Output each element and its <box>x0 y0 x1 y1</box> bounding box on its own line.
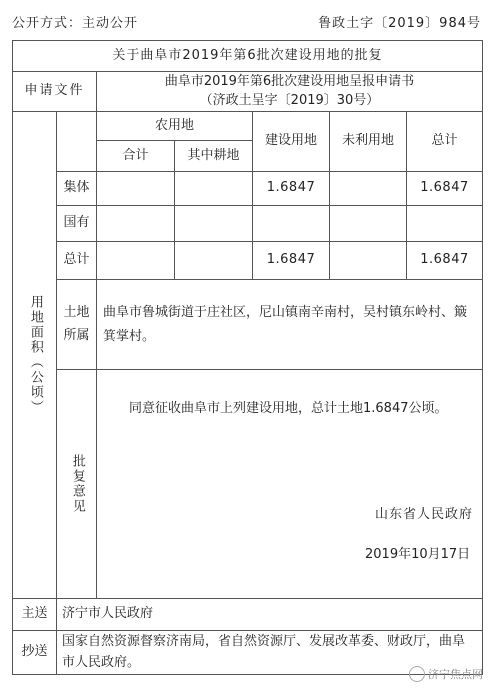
approval-date: 2019年10月17日 <box>365 547 471 562</box>
row-label: 总计 <box>57 242 97 280</box>
approval-form-table <box>12 40 483 675</box>
cultivated-header: 其中耕地 <box>175 141 253 172</box>
application-line1: 曲阜市2019年第6批次建设用地呈报申请书 <box>164 73 415 89</box>
approval-label: 批复意见 <box>69 454 85 514</box>
row-label: 国有 <box>57 206 97 242</box>
watermark-text: 济宁焦点网 <box>428 668 483 681</box>
cell-cultivated <box>175 172 253 206</box>
cc-value: 国家自然资源督察济南局，省自然资源厅、发展改革委、财政厅，曲阜市人民政府。 <box>57 631 483 675</box>
cc-label: 抄送 <box>13 631 57 675</box>
cell-total: 1.6847 <box>407 172 483 206</box>
application-document <box>97 72 483 112</box>
area-side-label: 用地面积（公顷） <box>13 112 57 599</box>
table-row <box>13 242 483 280</box>
approval-label-cell <box>57 370 97 599</box>
cell-construction <box>253 206 330 242</box>
approval-signer: 山东省人民政府 <box>375 507 474 522</box>
approval-opinion <box>97 370 483 599</box>
land-ownership-label: 土地所属 <box>57 280 97 370</box>
cell-subtotal <box>97 172 175 206</box>
cell-cultivated <box>175 206 253 242</box>
agri-land-header: 农用地 <box>97 112 253 141</box>
table-row <box>13 172 483 206</box>
disclosure-method: 公开方式：主动公开 <box>12 16 139 31</box>
cell-total <box>407 206 483 242</box>
cell-subtotal <box>97 206 175 242</box>
document-number: 鲁政土字〔2019〕984号 <box>318 16 481 31</box>
cell-unused <box>330 206 407 242</box>
total-header: 总计 <box>407 112 483 172</box>
wechat-icon <box>409 666 425 682</box>
application-line2: （济政土呈字〔2019〕30号） <box>199 92 380 108</box>
document-title: 关于曲阜市2019年第6批次建设用地的批复 <box>13 41 483 72</box>
cell-construction: 1.6847 <box>253 242 330 280</box>
construction-land-header: 建设用地 <box>253 112 330 172</box>
cell-unused <box>330 242 407 280</box>
unused-land-header: 未利用地 <box>330 112 407 172</box>
table-row <box>13 206 483 242</box>
cell-unused <box>330 172 407 206</box>
primary-recipient-label: 主送 <box>13 599 57 631</box>
subtotal-header: 合计 <box>97 141 175 172</box>
watermark <box>409 666 483 682</box>
blank-header-cell <box>57 112 97 172</box>
primary-recipient-value: 济宁市人民政府 <box>57 599 483 631</box>
application-label: 申请文件 <box>13 72 97 112</box>
cell-construction: 1.6847 <box>253 172 330 206</box>
approval-text: 同意征收曲阜市上列建设用地，总计土地1.6847公顷。 <box>129 401 448 416</box>
cell-subtotal <box>97 242 175 280</box>
row-label: 集体 <box>57 172 97 206</box>
cell-cultivated <box>175 242 253 280</box>
land-ownership-text: 曲阜市鲁城街道于庄社区，尼山镇南辛南村，吴村镇东岭村、簸箕掌村。 <box>97 280 483 370</box>
cell-total: 1.6847 <box>407 242 483 280</box>
